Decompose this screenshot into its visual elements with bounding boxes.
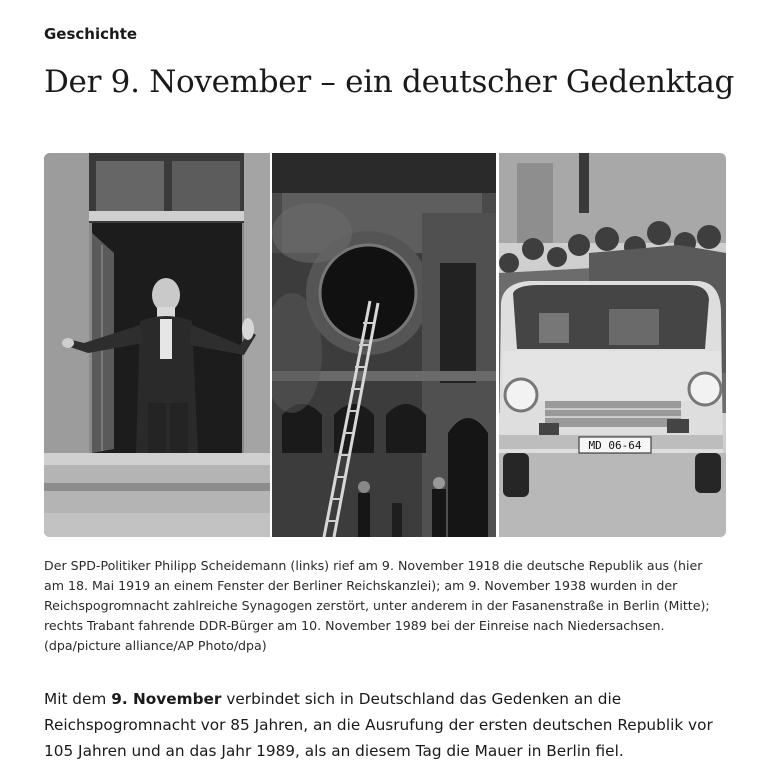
image-gallery [44, 153, 726, 537]
trabant-border-photo [499, 153, 726, 537]
lead-paragraph [44, 686, 734, 764]
lead-suffix: verbindet sich in Deutschland das Gedenken an die Reichspogromnacht vor 85 Jahren, an die Ausrufung der ersten deutschen Republik vor 105 Jahren und an das Jahr 1989, als an diesem Tag die Mauer in Berlin fiel. [44, 690, 713, 760]
article-kicker: Geschichte [44, 25, 138, 43]
burning-synagogue-photo [272, 153, 496, 537]
lead-highlight: 9. November [111, 690, 222, 708]
caption-credit: (dpa/picture alliance/AP Photo/dpa) [44, 638, 267, 653]
image-caption [44, 556, 724, 656]
article-headline: Der 9. November – ein deutscher Gedenktag [44, 64, 735, 100]
scheidemann-window-photo [44, 153, 270, 537]
license-plate-text: MD 06-64 [588, 439, 642, 452]
lead-prefix: Mit dem [44, 690, 112, 708]
caption-text: Der SPD-Politiker Philipp Scheidemann (links) rief am 9. November 1918 die deutsche Republik aus (hier am 18. Mai 1919 an einem Fenster der Berliner Reichskanzlei); am 9. November 1938 wurden in der Reichspogromnacht zahlreiche Synagogen zerstört, unter anderem in der Fasanenstraße in Berlin (Mitte); rechts Trabant fahrende DDR-Bürger am 10. November 1989 bei der Einreise nach Niedersachsen. [44, 558, 710, 633]
